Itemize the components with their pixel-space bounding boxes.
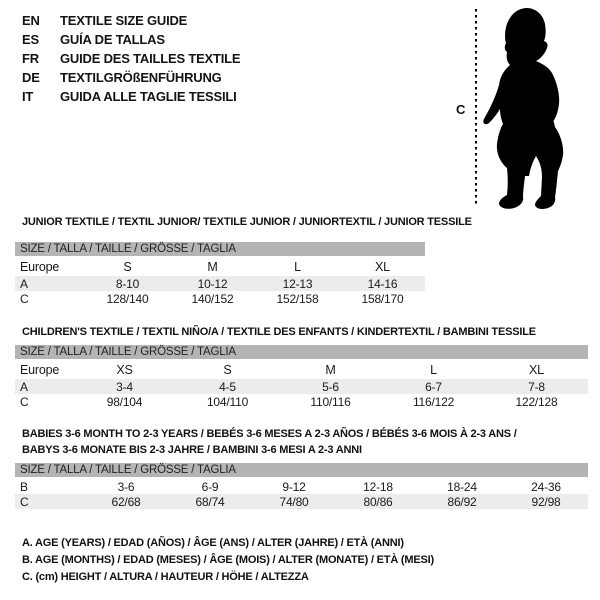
babies-table-title	[22, 427, 517, 457]
cell: 104/110	[206, 394, 249, 409]
baby-figure	[452, 6, 587, 212]
note-b: B. AGE (MONTHS) / EDAD (MESES) / ÂGE (MOIS) / ALTER (MONATE) / ETÀ (MESI)	[22, 554, 434, 566]
cell: 92/98	[531, 494, 561, 509]
table-row	[15, 394, 588, 409]
row-label: Europe	[20, 260, 60, 274]
language-code: FR	[22, 51, 39, 66]
guide-title-es: GUÍA DE TALLAS	[60, 32, 165, 47]
cell: S	[223, 363, 232, 377]
cell: S	[123, 260, 132, 274]
language-list	[22, 11, 240, 106]
cell: 3-6	[117, 479, 135, 494]
guide-title-it: GUIDA ALLE TAGLIE TESSILI	[60, 89, 237, 104]
cell: 18-24	[447, 479, 477, 494]
note-a: A. AGE (YEARS) / EDAD (AÑOS) / ÂGE (ANS) / ALTER (JAHRE) / ETÀ (ANNI)	[22, 537, 404, 549]
row-label: A	[20, 379, 28, 394]
table-row	[15, 379, 588, 394]
language-row	[22, 11, 240, 30]
cell: 4-5	[219, 379, 236, 394]
cell: 152/158	[276, 291, 319, 306]
language-row	[22, 87, 240, 106]
cell: 158/170	[361, 291, 404, 306]
junior-size-table	[15, 242, 425, 306]
junior-table-title: JUNIOR TEXTILE / TEXTIL JUNIOR/ TEXTILE JUNIOR / JUNIORTEXTIL / JUNIOR TESSILE	[22, 216, 472, 228]
cell: 140/152	[191, 291, 234, 306]
cell: L	[430, 363, 437, 377]
children-table-title: CHILDREN'S TEXTILE / TEXTIL NIÑO/A / TEXTILE DES ENFANTS / KINDERTEXTIL / BAMBINI TESSILE	[22, 326, 536, 338]
row-label: C	[20, 494, 29, 509]
footnotes	[22, 537, 434, 588]
cell: 110/116	[310, 394, 351, 409]
cell: XL	[529, 363, 544, 377]
toddler-silhouette-icon	[483, 8, 563, 209]
cell: XS	[116, 363, 133, 377]
children-size-table	[15, 345, 588, 409]
language-row	[22, 30, 240, 49]
cell: 9-12	[282, 479, 306, 494]
cell: 7-8	[528, 379, 545, 394]
cell: 80/86	[363, 494, 393, 509]
height-c-label: C	[456, 102, 466, 117]
cell: 12-13	[282, 276, 313, 291]
cell: 122/128	[515, 394, 558, 409]
babies-table-title-line2: BABYS 3-6 MONATE BIS 2-3 JAHRE / BAMBINI 3-6 MESI A 2-3 ANNI	[22, 444, 362, 456]
language-row	[22, 49, 240, 68]
cell: M	[207, 260, 218, 274]
guide-title-de: TEXTILGRÖßENFÜHRUNG	[60, 70, 222, 85]
table-row	[15, 242, 425, 257]
row-label: A	[20, 276, 28, 291]
language-code: DE	[22, 70, 40, 85]
cell: 8-10	[115, 276, 140, 291]
guide-title-fr: GUIDE DES TAILLES TEXTILE	[60, 51, 241, 66]
cell: 128/140	[106, 291, 149, 306]
size-header-bar: SIZE / TALLA / TAILLE / GRÖSSE / TAGLIA	[15, 242, 425, 257]
language-code: EN	[22, 13, 40, 28]
table-row	[15, 360, 588, 379]
table-row	[15, 478, 588, 494]
cell: L	[294, 260, 301, 274]
cell: 6-7	[425, 379, 442, 394]
language-code: ES	[22, 32, 39, 47]
note-c: C. (cm) HEIGHT / ALTURA / HAUTEUR / HÖHE / ALTEZZA	[22, 571, 309, 583]
row-label: Europe	[20, 363, 60, 377]
cell: 68/74	[195, 494, 225, 509]
cell: 116/122	[412, 394, 455, 409]
cell: XL	[375, 260, 390, 274]
cell: 3-4	[116, 379, 133, 394]
babies-size-table	[15, 463, 588, 509]
cell: 12-18	[363, 479, 393, 494]
table-row	[15, 257, 425, 276]
table-row	[15, 494, 588, 509]
cell: 24-36	[531, 479, 561, 494]
cell: 10-12	[197, 276, 228, 291]
cell: 74/80	[279, 494, 309, 509]
size-header-bar: SIZE / TALLA / TAILLE / GRÖSSE / TAGLIA	[15, 463, 588, 478]
cell: 6-9	[201, 479, 219, 494]
cell: 14-16	[367, 276, 398, 291]
cell: 62/68	[111, 494, 141, 509]
row-label: B	[20, 479, 28, 494]
cell: M	[325, 363, 336, 377]
cell: 98/104	[106, 394, 143, 409]
language-code: IT	[22, 89, 34, 104]
babies-table-title-line1: BABIES 3-6 MONTH TO 2-3 YEARS / BEBÉS 3-6 MESES A 2-3 AÑOS / BÉBÉS 3-6 MOIS À 2-3 ANS /	[22, 428, 517, 440]
size-header-bar: SIZE / TALLA / TAILLE / GRÖSSE / TAGLIA	[15, 345, 588, 360]
guide-title-en: TEXTILE SIZE GUIDE	[60, 13, 188, 28]
cell: 5-6	[322, 379, 339, 394]
cell: 86/92	[447, 494, 477, 509]
table-row	[15, 291, 425, 306]
table-row	[15, 345, 588, 360]
language-row	[22, 68, 240, 87]
row-label: C	[20, 394, 29, 409]
table-row	[15, 276, 425, 291]
table-row	[15, 463, 588, 478]
row-label: C	[20, 291, 29, 306]
